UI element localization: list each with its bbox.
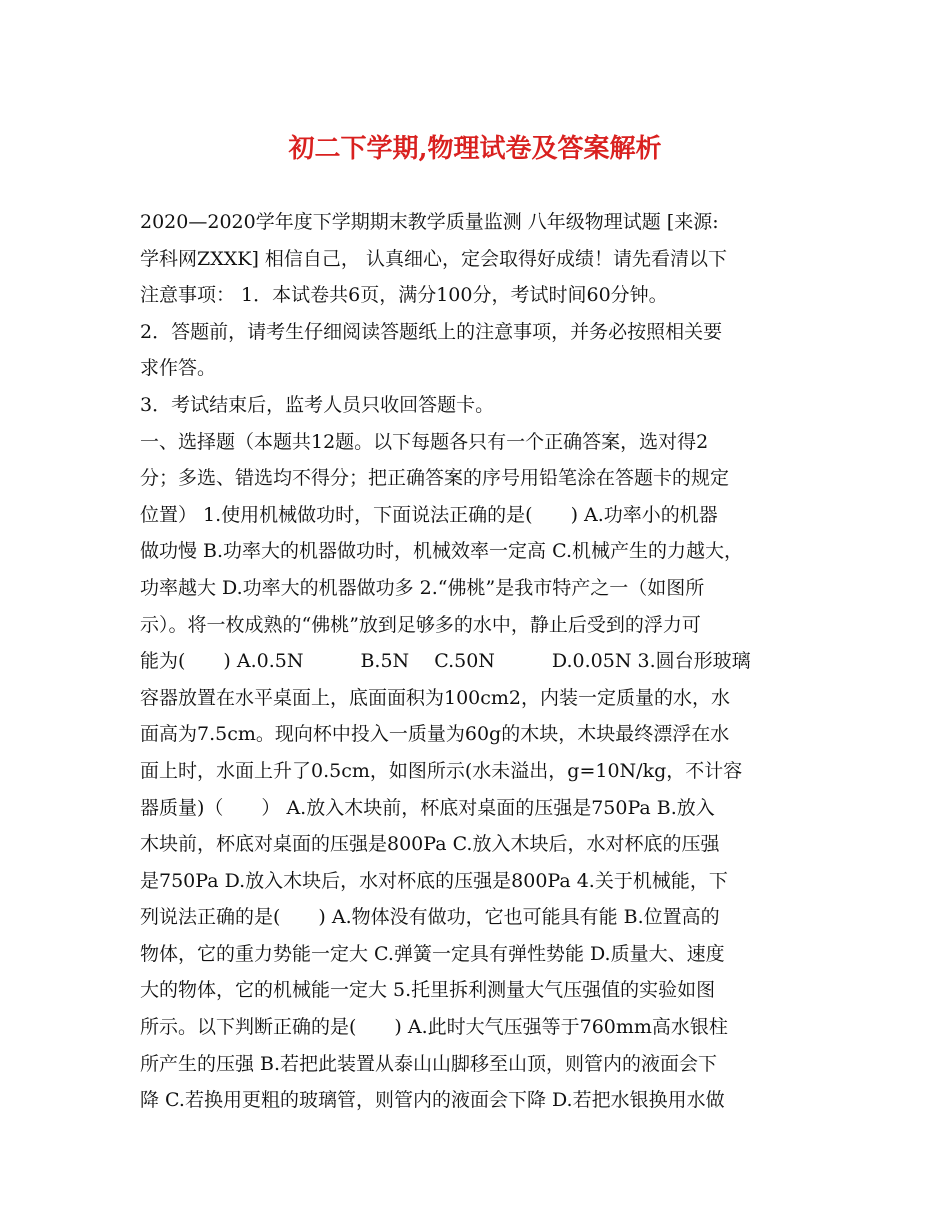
document-body [140,204,820,1119]
body-line: 一、选择题（本题共12题。以下每题各只有一个正确答案，选对得2 [140,430,709,453]
body-line: 木块前，杯底对桌面的压强是800Pa C.放入木块后，水对杯底的压强 [140,833,720,856]
body-line: 功率越大 D.功率大的机器做功多 2.“佛桃”是我市特产之一（如图所 [140,576,705,599]
body-line: 示）。将一枚成熟的“佛桃”放到足够多的水中，静止后受到的浮力可 [140,613,701,636]
body-line: 所产生的压强 B.若把此装置从泰山山脚移至山顶，则管内的液面会下 [140,1052,718,1075]
body-line: 器质量)（ ） A.放入木块前，杯底对桌面的压强是750Pa B.放入 [140,796,715,819]
body-line: 做功慢 B.功率大的机器做功时，机械效率一定高 C.机械产生的力越大， [140,540,743,563]
body-line: 列说法正确的是( ) A.物体没有做功，它也可能具有能 B.位置高的 [140,906,720,929]
body-line: 学科网ZXXK] 相信自己， 认真细心，定会取得好成绩！请先看清以下 [140,247,727,270]
body-line: 容器放置在水平桌面上，底面面积为100cm2，内装一定质量的水，水 [140,686,731,709]
body-line: 大的物体，它的机械能一定大 5.托里拆利测量大气压强值的实验如图 [140,979,716,1002]
body-line: 2020—2020学年度下学期期末教学质量监测 八年级物理试题 [来源: [140,211,719,233]
body-line: 物体，它的重力势能一定大 C.弹簧一定具有弹性势能 D.质量大、速度 [140,942,725,965]
body-line: 面上时，水面上升了0.5cm，如图所示(水未溢出，g=10N/kg，不计容 [140,759,743,782]
body-line: 所示。以下判断正确的是( ) A.此时大气压强等于760mm高水银柱 [140,1016,728,1039]
body-line: 3．考试结束后，监考人员只收回答题卡。 [140,393,495,416]
body-line: 位置） 1.使用机械做功时，下面说法正确的是( ) A.功率小的机器 [140,503,718,526]
body-line: 是750Pa D.放入木块后，水对杯底的压强是800Pa 4.关于机械能，下 [140,869,728,892]
body-line: 面高为7.5cm。现向杯中投入一质量为60g的木块，木块最终漂浮在水 [140,723,730,746]
body-line: 分；多选、错选均不得分；把正确答案的序号用铅笔涂在答题卡的规定 [140,467,730,490]
body-line: 2．答题前，请考生仔细阅读答题纸上的注意事项，并务必按照相关要 [140,320,723,343]
body-line: 降 C.若换用更粗的玻璃管，则管内的液面会下降 D.若把水银换用水做 [140,1089,725,1112]
body-line: 注意事项： 1．本试卷共6页，满分100分，考试时间60分钟。 [140,284,668,307]
document-title: 初二下学期,物理试卷及答案解析 [288,134,662,164]
body-line: 求作答。 [140,357,217,380]
body-line: 能为( ) A.0.5N B.5N C.50N D.0.05N 3.圆台形玻璃 [140,650,751,673]
